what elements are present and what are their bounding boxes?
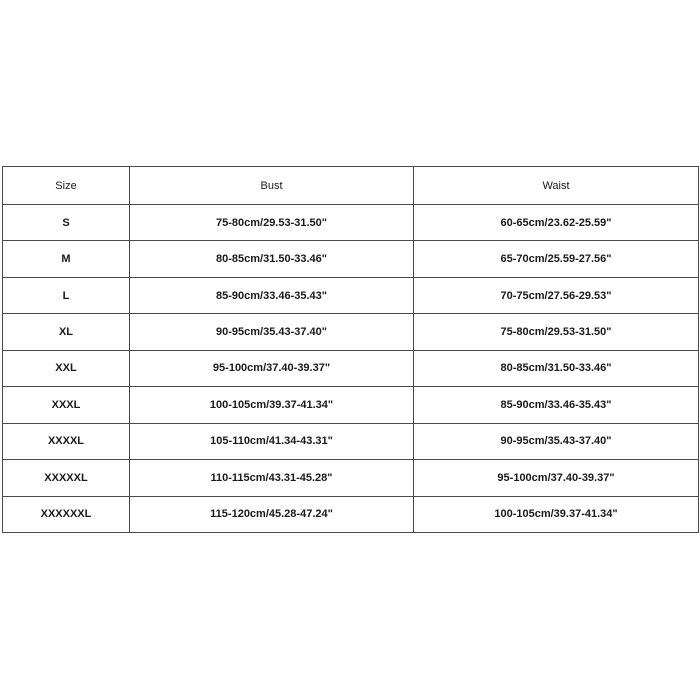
- cell-size: L: [3, 277, 130, 313]
- cell-waist: 85-90cm/33.46-35.43": [414, 387, 699, 423]
- cell-bust: 80-85cm/31.50-33.46": [130, 241, 414, 277]
- header-waist: Waist: [414, 167, 699, 205]
- cell-size: XL: [3, 314, 130, 350]
- table-row: [3, 460, 699, 496]
- cell-bust: 75-80cm/29.53-31.50": [130, 205, 414, 241]
- cell-bust: 115-120cm/45.28-47.24": [130, 496, 414, 533]
- table-row: [3, 387, 699, 423]
- header-bust: Bust: [130, 167, 414, 205]
- cell-size: XXXXXL: [3, 460, 130, 496]
- cell-size: XXXL: [3, 387, 130, 423]
- cell-size: XXXXL: [3, 423, 130, 459]
- table-row: [3, 205, 699, 241]
- table-row: [3, 277, 699, 313]
- table-row: [3, 350, 699, 386]
- cell-size: S: [3, 205, 130, 241]
- header-size: Size: [3, 167, 130, 205]
- cell-bust: 110-115cm/43.31-45.28": [130, 460, 414, 496]
- cell-bust: 100-105cm/39.37-41.34": [130, 387, 414, 423]
- cell-waist: 90-95cm/35.43-37.40": [414, 423, 699, 459]
- cell-size: XXL: [3, 350, 130, 386]
- cell-waist: 70-75cm/27.56-29.53": [414, 277, 699, 313]
- cell-bust: 90-95cm/35.43-37.40": [130, 314, 414, 350]
- cell-waist: 80-85cm/31.50-33.46": [414, 350, 699, 386]
- cell-size: M: [3, 241, 130, 277]
- size-chart-table: [2, 166, 699, 533]
- table-row: [3, 496, 699, 533]
- cell-waist: 65-70cm/25.59-27.56": [414, 241, 699, 277]
- cell-waist: 95-100cm/37.40-39.37": [414, 460, 699, 496]
- cell-waist: 60-65cm/23.62-25.59": [414, 205, 699, 241]
- cell-bust: 95-100cm/37.40-39.37": [130, 350, 414, 386]
- cell-waist: 75-80cm/29.53-31.50": [414, 314, 699, 350]
- cell-waist: 100-105cm/39.37-41.34": [414, 496, 699, 533]
- cell-bust: 85-90cm/33.46-35.43": [130, 277, 414, 313]
- cell-bust: 105-110cm/41.34-43.31": [130, 423, 414, 459]
- table-row: [3, 314, 699, 350]
- table-row: [3, 423, 699, 459]
- table-header-row: [3, 167, 699, 205]
- table-row: [3, 241, 699, 277]
- cell-size: XXXXXXL: [3, 496, 130, 533]
